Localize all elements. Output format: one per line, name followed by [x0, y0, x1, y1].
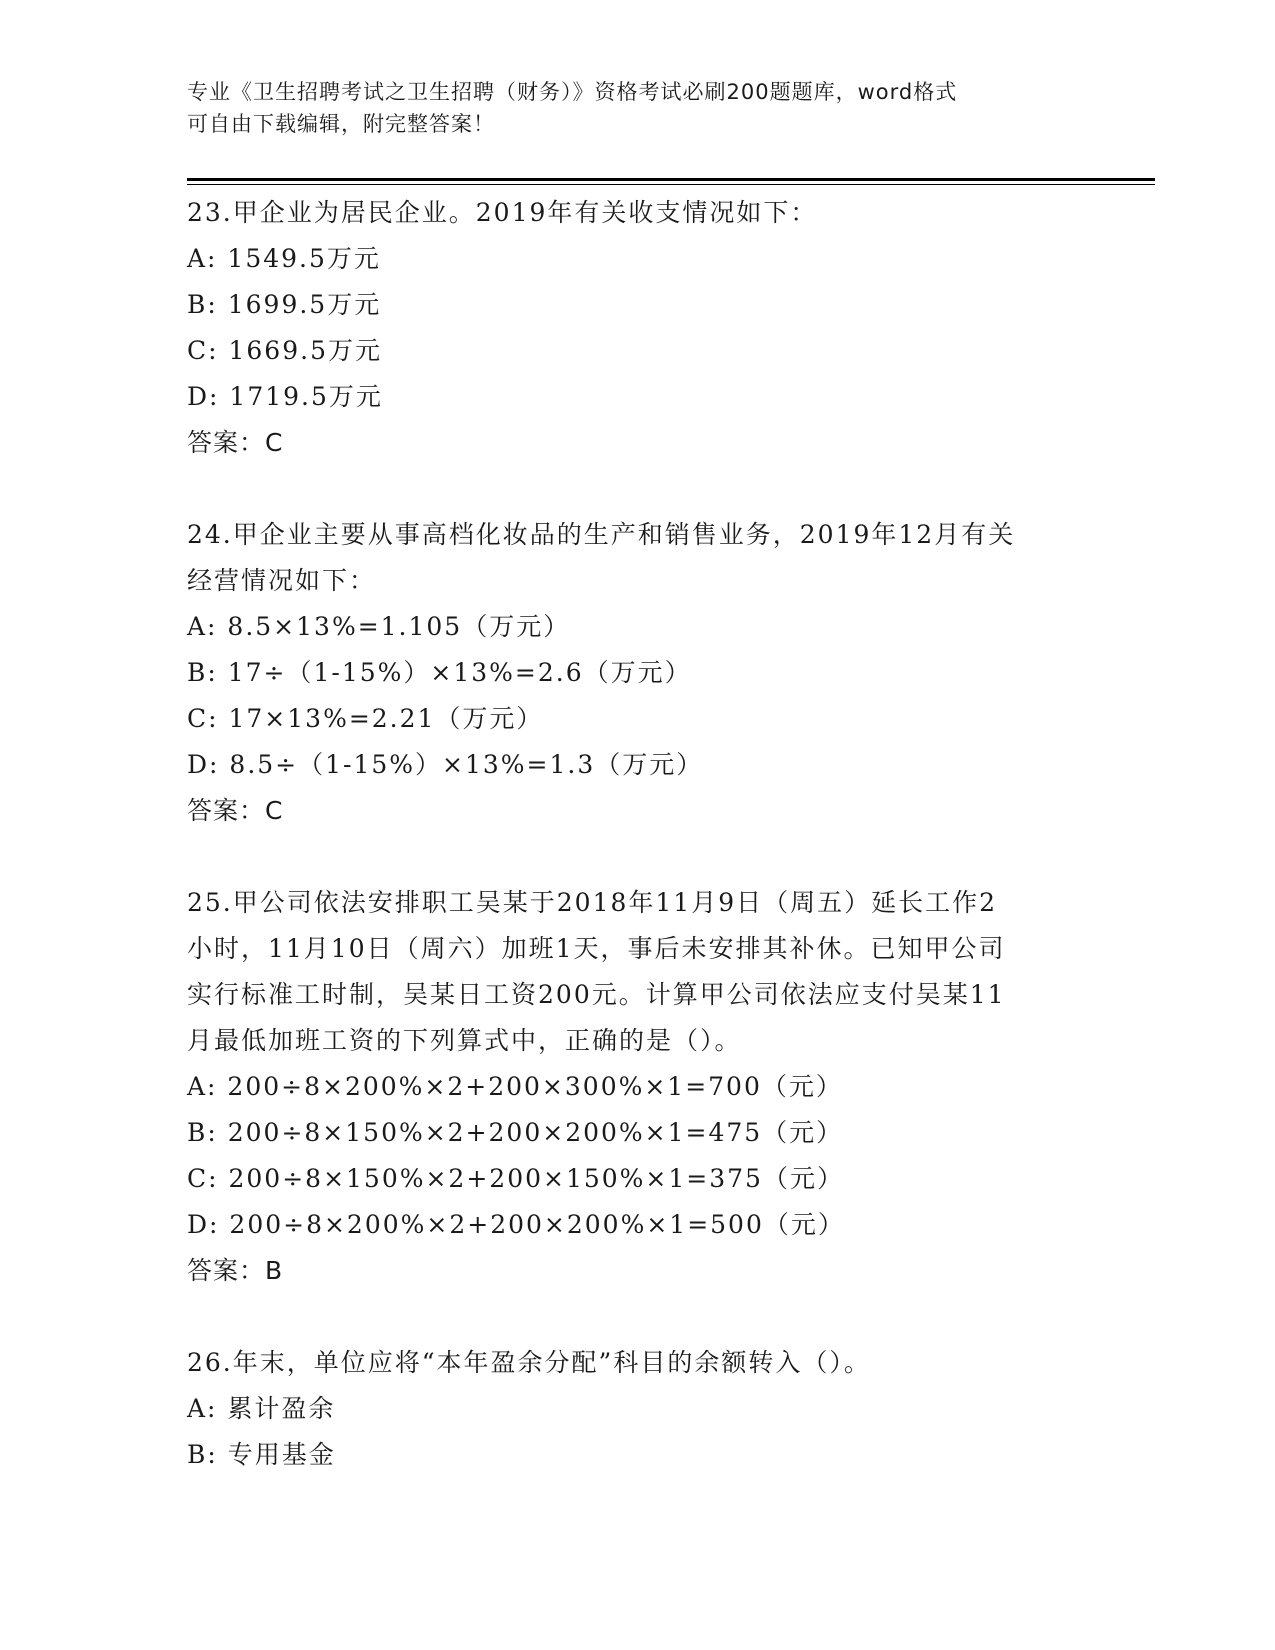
option-d: D: 200÷8×200%×2+200×200%×1=500（元）: [187, 1210, 845, 1239]
option-a: A: 累计盈余: [187, 1394, 336, 1423]
option-b: B: 17÷（1-15%）×13%=2.6（万元）: [187, 658, 692, 687]
question-24: [187, 512, 1087, 834]
header-line-1: 专业《卫生招聘考试之卫生招聘（财务）》资格考试必刷200题题库，word格式: [187, 80, 958, 104]
question-list: [187, 190, 1087, 1478]
question-25: [187, 880, 1087, 1294]
header-divider-thick: [187, 178, 1155, 181]
question-stem: 小时，11月10日（周六）加班1天，事后未安排其补休。已知甲公司: [187, 934, 1006, 963]
option-c: C: 17×13%=2.21（万元）: [187, 704, 544, 733]
option-b: B: 200÷8×150%×2+200×200%×1=475（元）: [187, 1118, 844, 1147]
option-b: B: 1699.5万元: [187, 290, 382, 319]
option-a: A: 1549.5万元: [187, 244, 381, 273]
question-stem: 24.甲企业主要从事高档化妆品的生产和销售业务，2019年12月有关: [187, 520, 1016, 549]
question-stem: 26.年末，单位应将“本年盈余分配”科目的余额转入（）。: [187, 1348, 871, 1377]
question-26: [187, 1340, 1087, 1478]
option-b: B: 专用基金: [187, 1440, 336, 1469]
option-a: A: 200÷8×200%×2+200×300%×1=700（元）: [187, 1072, 843, 1101]
header-divider-thin: [187, 184, 1155, 185]
option-d: D: 1719.5万元: [187, 382, 383, 411]
question-stem: 实行标准工时制，吴某日工资200元。计算甲公司依法应支付吴某11: [187, 980, 1006, 1009]
question-stem: 25.甲公司依法安排职工吴某于2018年11月9日（周五）延长工作2: [187, 888, 998, 917]
question-stem: 23.甲企业为居民企业。2019年有关收支情况如下：: [187, 198, 818, 227]
option-a: A: 8.5×13%=1.105（万元）: [187, 612, 571, 641]
document-header: [187, 76, 1067, 140]
answer: 答案：B: [187, 1256, 284, 1285]
option-c: C: 1669.5万元: [187, 336, 382, 365]
answer: 答案：C: [187, 796, 284, 825]
answer: 答案：C: [187, 428, 284, 457]
question-stem: 经营情况如下：: [187, 566, 377, 595]
option-d: D: 8.5÷（1-15%）×13%=1.3（万元）: [187, 750, 704, 779]
header-line-2: 可自由下载编辑，附完整答案！: [187, 112, 495, 136]
question-23: [187, 190, 1087, 466]
option-c: C: 200÷8×150%×2+200×150%×1=375（元）: [187, 1164, 844, 1193]
question-stem: 月最低加班工资的下列算式中，正确的是（）。: [187, 1026, 742, 1055]
